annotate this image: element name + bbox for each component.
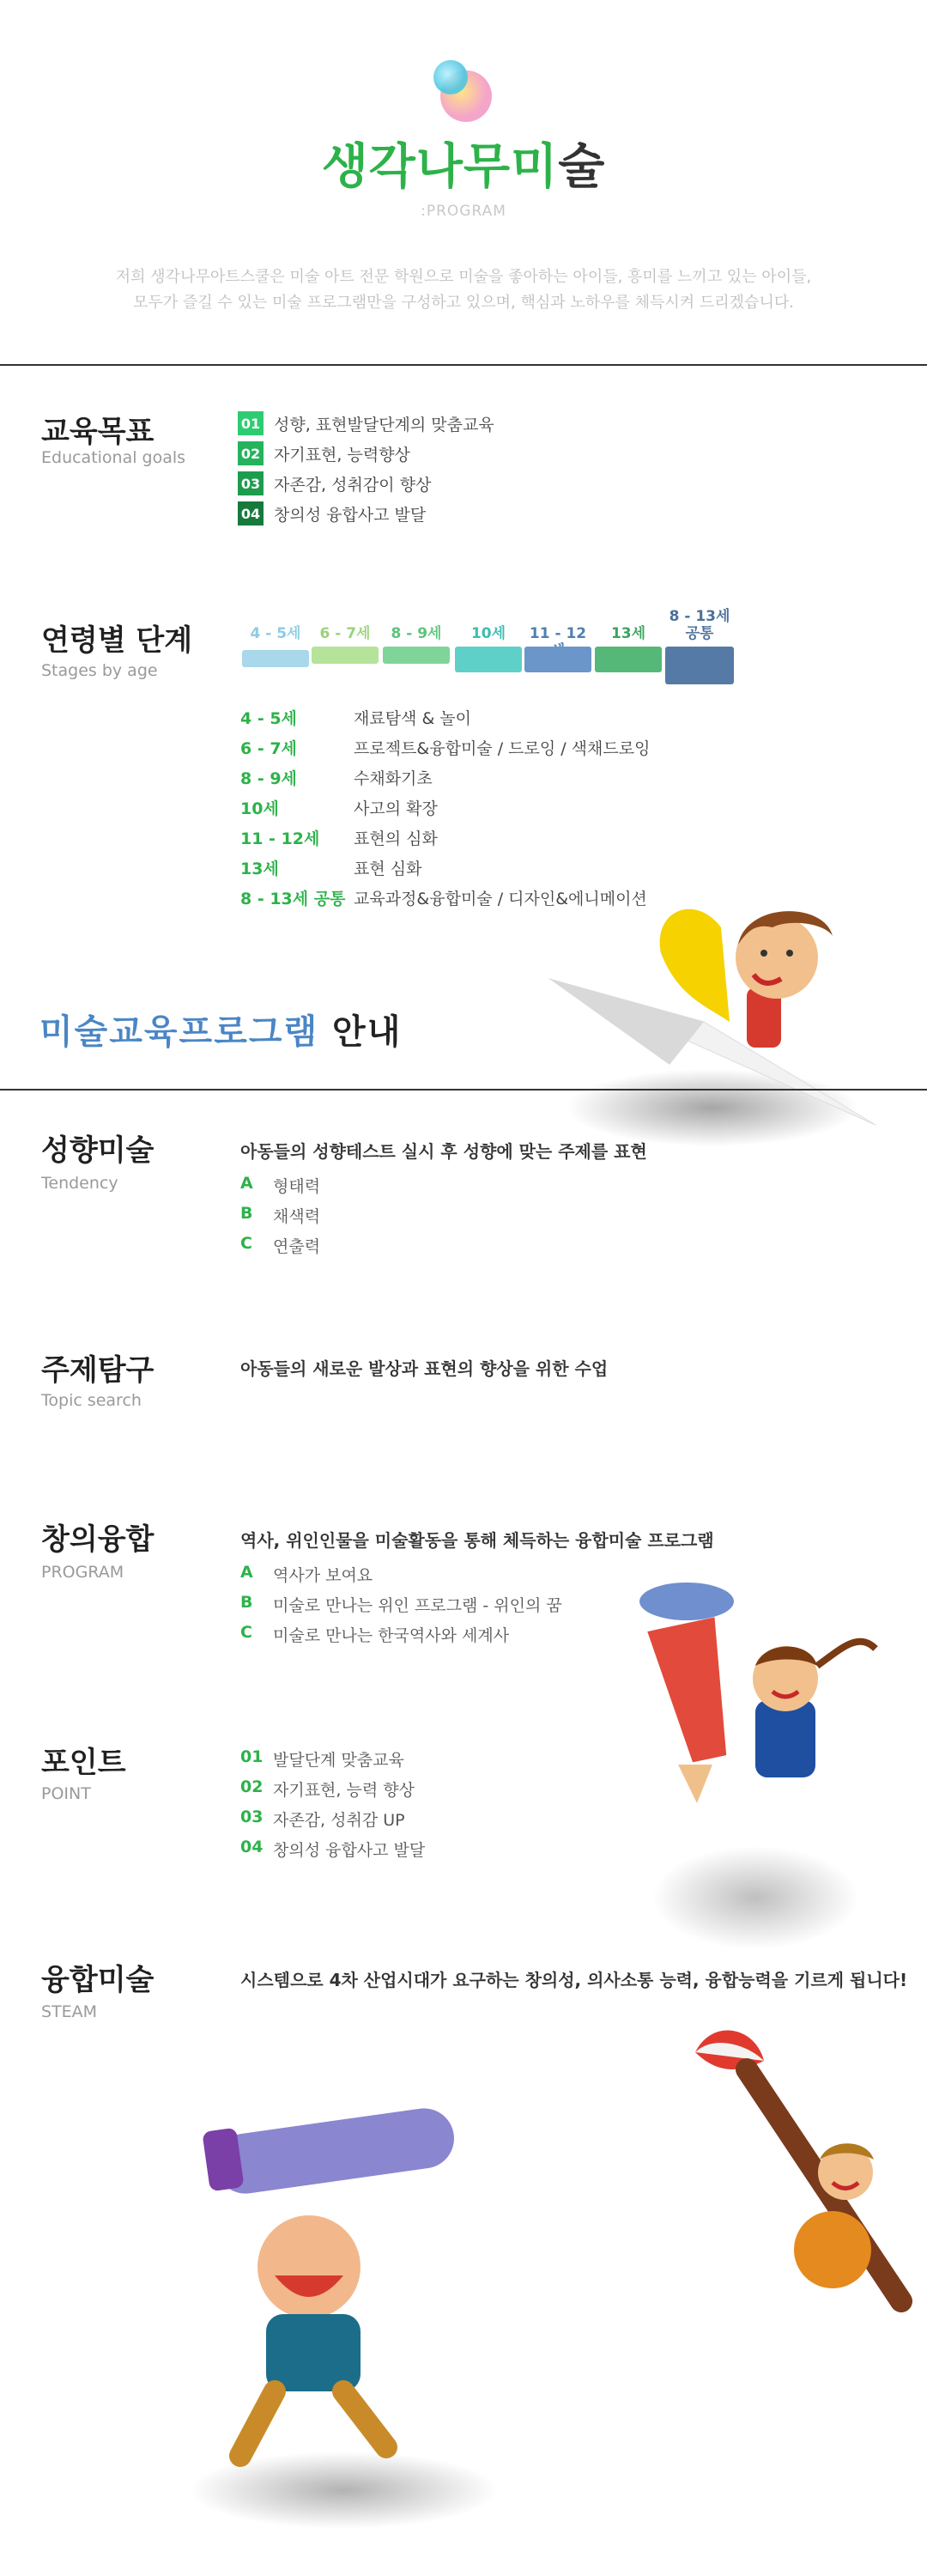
point-item-key: 03 bbox=[240, 1807, 264, 1826]
fusion-item-key: A bbox=[240, 1563, 253, 1582]
point-item-text: 자존감, 성취감 UP bbox=[273, 1811, 405, 1830]
logo-bubbles-icon bbox=[425, 55, 502, 132]
stage-description: 수채화기초 bbox=[354, 769, 433, 788]
age-bar bbox=[665, 647, 734, 684]
stage-description: 사고의 확장 bbox=[354, 799, 438, 818]
age-bar-label: 8 - 13세 공통 bbox=[669, 608, 730, 642]
tendency-item-key: C bbox=[240, 1234, 252, 1253]
age-bar bbox=[383, 647, 450, 664]
steam-description: 시스템으로 4차 산업시대가 요구하는 창의성, 의사소통 능력, 융합능력을 기르게 됩니다! bbox=[240, 1970, 908, 1990]
tendency-description: 아동들의 성향테스트 실시 후 성향에 맞는 주제를 표현 bbox=[240, 1141, 647, 1162]
fusion-item-text: 미술로 만나는 한국역사와 세계사 bbox=[273, 1626, 510, 1645]
stages-subtitle: Stages by age bbox=[41, 661, 158, 680]
age-bar-label: 11 - 12 bbox=[529, 625, 587, 642]
stage-description: 교육과정&융합미술 / 디자인&에니메이션 bbox=[354, 890, 647, 908]
brand-logo-text: 생각나무미술 bbox=[321, 139, 606, 195]
stage-age: 11 - 12세 bbox=[240, 829, 320, 848]
divider bbox=[0, 364, 927, 366]
point-subtitle: POINT bbox=[41, 1784, 91, 1803]
stage-age: 8 - 13세 공통 bbox=[240, 890, 346, 908]
goal-item bbox=[238, 440, 410, 466]
goal-number-badge: 04 bbox=[238, 501, 264, 526]
tendency-item-text: 형태력 bbox=[273, 1177, 321, 1196]
fusion-subtitle: PROGRAM bbox=[41, 1563, 124, 1582]
intro-text: 저희 생각나무아트스쿨은 미술 아트 전문 학원으로 미술을 좋아하는 아이들, 흥미를 느끼고 있는 아이들, 모두가 즐길 수 있는 미술 프로그램만을 구성하고 있으며, 핵심과 노하우를 체득시켜 드리겠습니다. bbox=[115, 268, 812, 312]
tendency-item-text: 채색력 bbox=[273, 1207, 321, 1226]
age-bar bbox=[312, 647, 379, 664]
topic-description: 아동들의 새로운 발상과 표현의 향상을 위한 수업 bbox=[240, 1358, 609, 1379]
fusion-title: 창의융합 bbox=[41, 1522, 154, 1557]
divider bbox=[0, 1089, 927, 1091]
fusion-item-text: 역사가 보여요 bbox=[273, 1566, 373, 1585]
point-item-text: 발달단계 맞춤교육 bbox=[273, 1751, 404, 1770]
stage-age: 6 - 7세 bbox=[240, 739, 297, 758]
age-bar-label: 10세 bbox=[470, 625, 506, 642]
tendency-item-key: B bbox=[240, 1204, 253, 1223]
goal-item bbox=[238, 410, 494, 436]
age-bar bbox=[242, 650, 309, 667]
brand-subtitle: :PROGRAM bbox=[421, 203, 506, 220]
point-item-text: 자기표현, 능력 향상 bbox=[273, 1781, 415, 1800]
fusion-item-key: B bbox=[240, 1593, 253, 1612]
age-bar-label: 4 - 5세 bbox=[250, 625, 301, 642]
paper-plane-kid-illustration bbox=[532, 893, 910, 1151]
age-bar-label: 6 - 7세 bbox=[319, 625, 371, 642]
tendency-title: 성향미술 bbox=[41, 1133, 154, 1168]
point-item-key: 01 bbox=[240, 1747, 264, 1766]
point-item-key: 04 bbox=[240, 1838, 264, 1856]
program-heading: 미술교육프로그램 안내 bbox=[39, 1012, 403, 1052]
stage-age: 8 - 9세 bbox=[240, 769, 297, 788]
goal-text: 자존감, 성취감이 향상 bbox=[274, 475, 432, 495]
topic-subtitle: Topic search bbox=[41, 1391, 142, 1410]
goal-number-badge: 03 bbox=[238, 471, 264, 495]
topic-title: 주제탐구 bbox=[41, 1353, 154, 1388]
goals-subtitle: Educational goals bbox=[41, 448, 186, 467]
age-bar-label: 13세 bbox=[610, 625, 646, 642]
fusion-item-text: 미술로 만나는 위인 프로그램 - 위인의 꿈 bbox=[273, 1596, 562, 1615]
crayon-boy-illustration bbox=[172, 2095, 532, 2542]
goal-text: 성향, 표현발달단계의 맞춤교육 bbox=[274, 415, 494, 434]
goal-number-badge: 01 bbox=[238, 411, 264, 435]
pencil-girl-illustration bbox=[627, 1571, 901, 1966]
steam-title: 융합미술 bbox=[41, 1963, 154, 1997]
stage-description: 재료탐색 & 놀이 bbox=[354, 709, 472, 728]
point-title: 포인트 bbox=[41, 1746, 126, 1780]
stage-age: 4 - 5세 bbox=[240, 709, 297, 728]
goal-item bbox=[238, 471, 431, 496]
age-bar bbox=[595, 647, 662, 672]
stage-description: 프로젝트&융합미술 / 드로잉 / 색채드로잉 bbox=[354, 739, 651, 758]
stage-age: 13세 bbox=[240, 860, 279, 878]
point-item-text: 창의성 융합사고 발달 bbox=[273, 1841, 426, 1860]
goal-item bbox=[238, 501, 426, 526]
tendency-item-text: 연출력 bbox=[273, 1237, 321, 1256]
goals-title: 교육목표 bbox=[41, 415, 154, 449]
goal-text: 자기표현, 능력향상 bbox=[274, 445, 410, 465]
stages-title: 연령별 단계 bbox=[41, 623, 193, 658]
fusion-description: 역사, 위인인물을 미술활동을 통해 체득하는 융합미술 프로그램 bbox=[240, 1530, 714, 1551]
stage-description: 표현 심화 bbox=[354, 860, 422, 878]
goal-number-badge: 02 bbox=[238, 441, 264, 465]
fusion-item-key: C bbox=[240, 1623, 252, 1642]
stage-age: 10세 bbox=[240, 799, 279, 818]
stage-description: 표현의 심화 bbox=[354, 829, 438, 848]
paintbrush-boy-illustration bbox=[661, 2018, 918, 2361]
age-bar-label: 8 - 9세 bbox=[391, 625, 442, 642]
point-item-key: 02 bbox=[240, 1777, 264, 1796]
age-bar bbox=[455, 647, 522, 672]
tendency-item-key: A bbox=[240, 1174, 253, 1193]
age-bar bbox=[524, 647, 591, 672]
tendency-subtitle: Tendency bbox=[41, 1174, 118, 1193]
steam-subtitle: STEAM bbox=[41, 2002, 98, 2021]
goal-text: 창의성 융합사고 발달 bbox=[274, 505, 427, 525]
